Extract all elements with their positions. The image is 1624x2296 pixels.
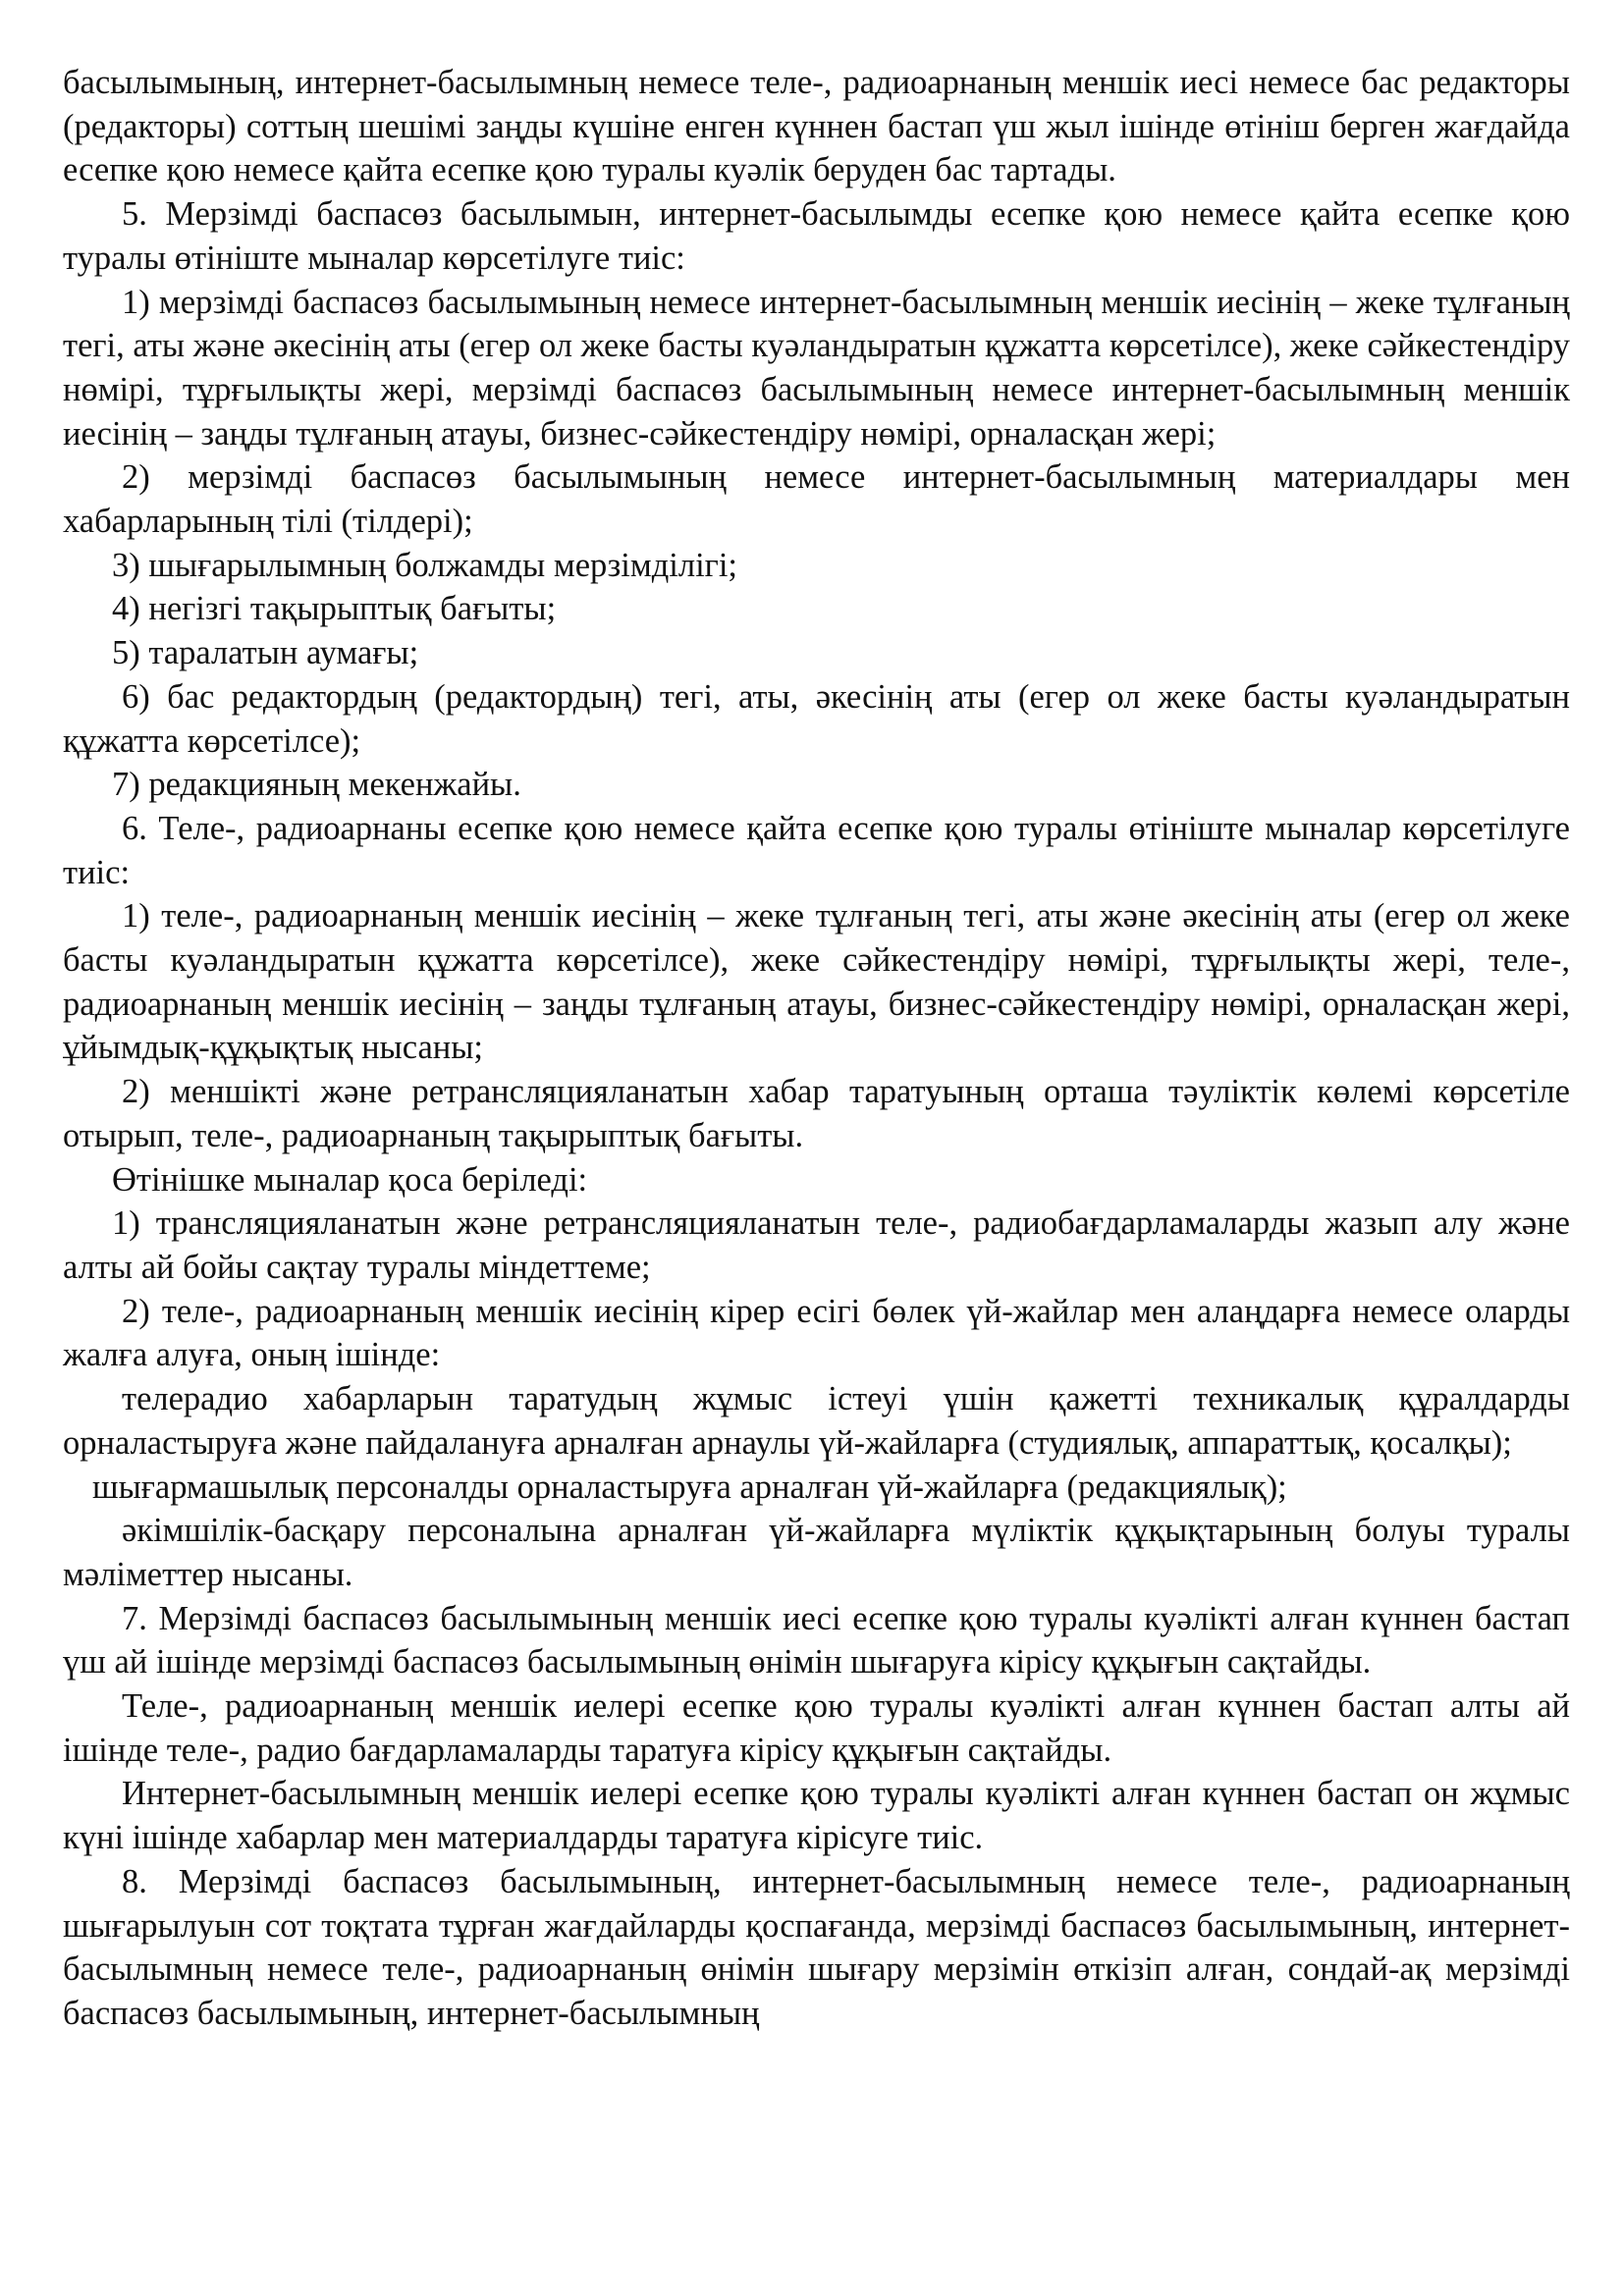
paragraph-5: 4) негізгі тақырыптық бағыты; (112, 590, 557, 628)
paragraph-1: 5. Мерзімді баспасөз басылымын, интернет-басылымды есепке қою немесе қайта есепке қою туралы өтініште мыналар көрсетілуге тиіс: (63, 195, 1570, 277)
paragraph-2: 1) мерзімді баспасөз басылымының немесе интернет-басылымның меншік иесінің – жеке тұлғаның тегі, аты және әкесінің аты (егер ол жеке басты куәландыратын құжатта көрсетілсе), жеке сәйкестендіру нөмірі, тұрғылықты жері, мерзімді баспасөз басылымының немесе интернет-басылымның меншік иесінің – заңды тұлғаның атауы, бизнес-сәйкестендіру нөмірі, орналасқан жері; (63, 283, 1570, 453)
paragraph-0: басылымының, интернет-басылымның немесе теле-, радиоарнаның меншік иесі немесе бас редакторы (редакторы) соттың шешімі заңды күшіне енген күннен бастап үш жыл ішінде өтініш берген жағдайда есепке қою немесе қайта есепке қою туралы куәлік беруден бас тартады. (63, 64, 1570, 189)
paragraph-21: 8. Мерзімді баспасөз басылымының, интернет-басылымның немесе теле-, радиоарнаның шығарылуын сот тоқтата тұрған жағдайларды қоспағанда, мерзімді баспасөз басылымының, интернет-басылымның немесе теле-, радиоарнаның өнімін шығару мерзімін өткізіп алған, сондай-ақ мерзімді баспасөз басылымының, интернет-басылымның (63, 1862, 1570, 2032)
paragraph-18: 7. Мерзімді баспасөз басылымының меншік иесі есепке қою туралы куәлікті алған күннен бастап үш ай ішінде мерзімді баспасөз басылымының өнімін шығаруға кірісу құқығын сақтайды. (63, 1599, 1570, 1682)
paragraph-15: телерадио хабарларын таратудың жұмыс істеуі үшін қажетті техникалық құралдарды орналастыруға және пайдалануға арналған арнаулы үй-жайларға (студиялық, аппараттық, қосалқы); (63, 1380, 1570, 1462)
paragraph-19: Теле-, радиоарнаның меншік иелері есепке қою туралы куәлікті алған күннен бастап алты ай ішінде теле-, радио бағдарламаларды таратуға кірісу құқығын сақтайды. (63, 1687, 1570, 1769)
paragraph-10: 1) теле-, радиоарнаның меншік иесінің – жеке тұлғаның тегі, аты және әкесінің аты (егер ол жеке басты куәландыратын құжатта көрсетілсе), жеке сәйкестендіру нөмірі, тұрғылықты жері, теле-, радиоарнаның меншік иесінің – заңды тұлғаның атауы, бизнес-сәйкестендіру нөмірі, орналасқан жері, ұйымдық-құқықтық нысаны; (63, 897, 1570, 1067)
paragraph-12: Өтінішке мыналар қоса беріледі: (112, 1160, 588, 1199)
paragraph-7: 6) бас редактордың (редактордың) тегі, аты, әкесінің аты (егер ол жеке басты куәландыратын құжатта көрсетілсе); (63, 677, 1570, 760)
paragraph-9: 6. Теле-, радиоарнаны есепке қою немесе қайта есепке қою туралы өтініште мыналар көрсетілуге тиіс: (63, 809, 1570, 891)
paragraph-17: әкімшілік-басқару персоналына арналған үй-жайларға мүліктік құқықтарының болуы туралы мәліметтер нысаны. (63, 1512, 1570, 1593)
paragraph-11: 2) меншікті және ретрансляцияланатын хабар таратуының орташа тәуліктік көлемі көрсетіле отырып, теле-, радиоарнаның тақырыптық бағыты. (63, 1073, 1570, 1154)
paragraph-14: 2) теле-, радиоарнаның меншік иесінің кірер есігі бөлек үй-жайлар мен алаңдарға немесе оларды жалға алуға, оның ішінде: (63, 1292, 1570, 1374)
paragraph-13: 1) трансляцияланатын және ретрансляцияланатын теле-, радиобағдарламаларды жазып алу және алты ай бойы сақтау туралы міндеттеме; (63, 1204, 1570, 1286)
paragraph-3: 2) мерзімді баспасөз басылымының немесе интернет-басылымның материалдары мен хабарларының тілі (тілдері); (63, 458, 1570, 541)
paragraph-16: шығармашылық персоналды орналастыруға арналған үй-жайларға (редакциялық); (92, 1468, 1287, 1506)
paragraph-6: 5) таралатын аумағы; (112, 634, 419, 672)
paragraph-4: 3) шығарылымның болжамды мерзімділігі; (112, 546, 737, 584)
paragraph-8: 7) редакцияның мекенжайы. (112, 766, 521, 804)
document-page (63, 61, 1570, 2036)
paragraph-20: Интернет-басылымның меншік иелері есепке қою туралы куәлікті алған күннен бастап он жұмыс күні ішінде хабарлар мен материалдарды таратуға кірісуге тиіс. (63, 1775, 1570, 1857)
